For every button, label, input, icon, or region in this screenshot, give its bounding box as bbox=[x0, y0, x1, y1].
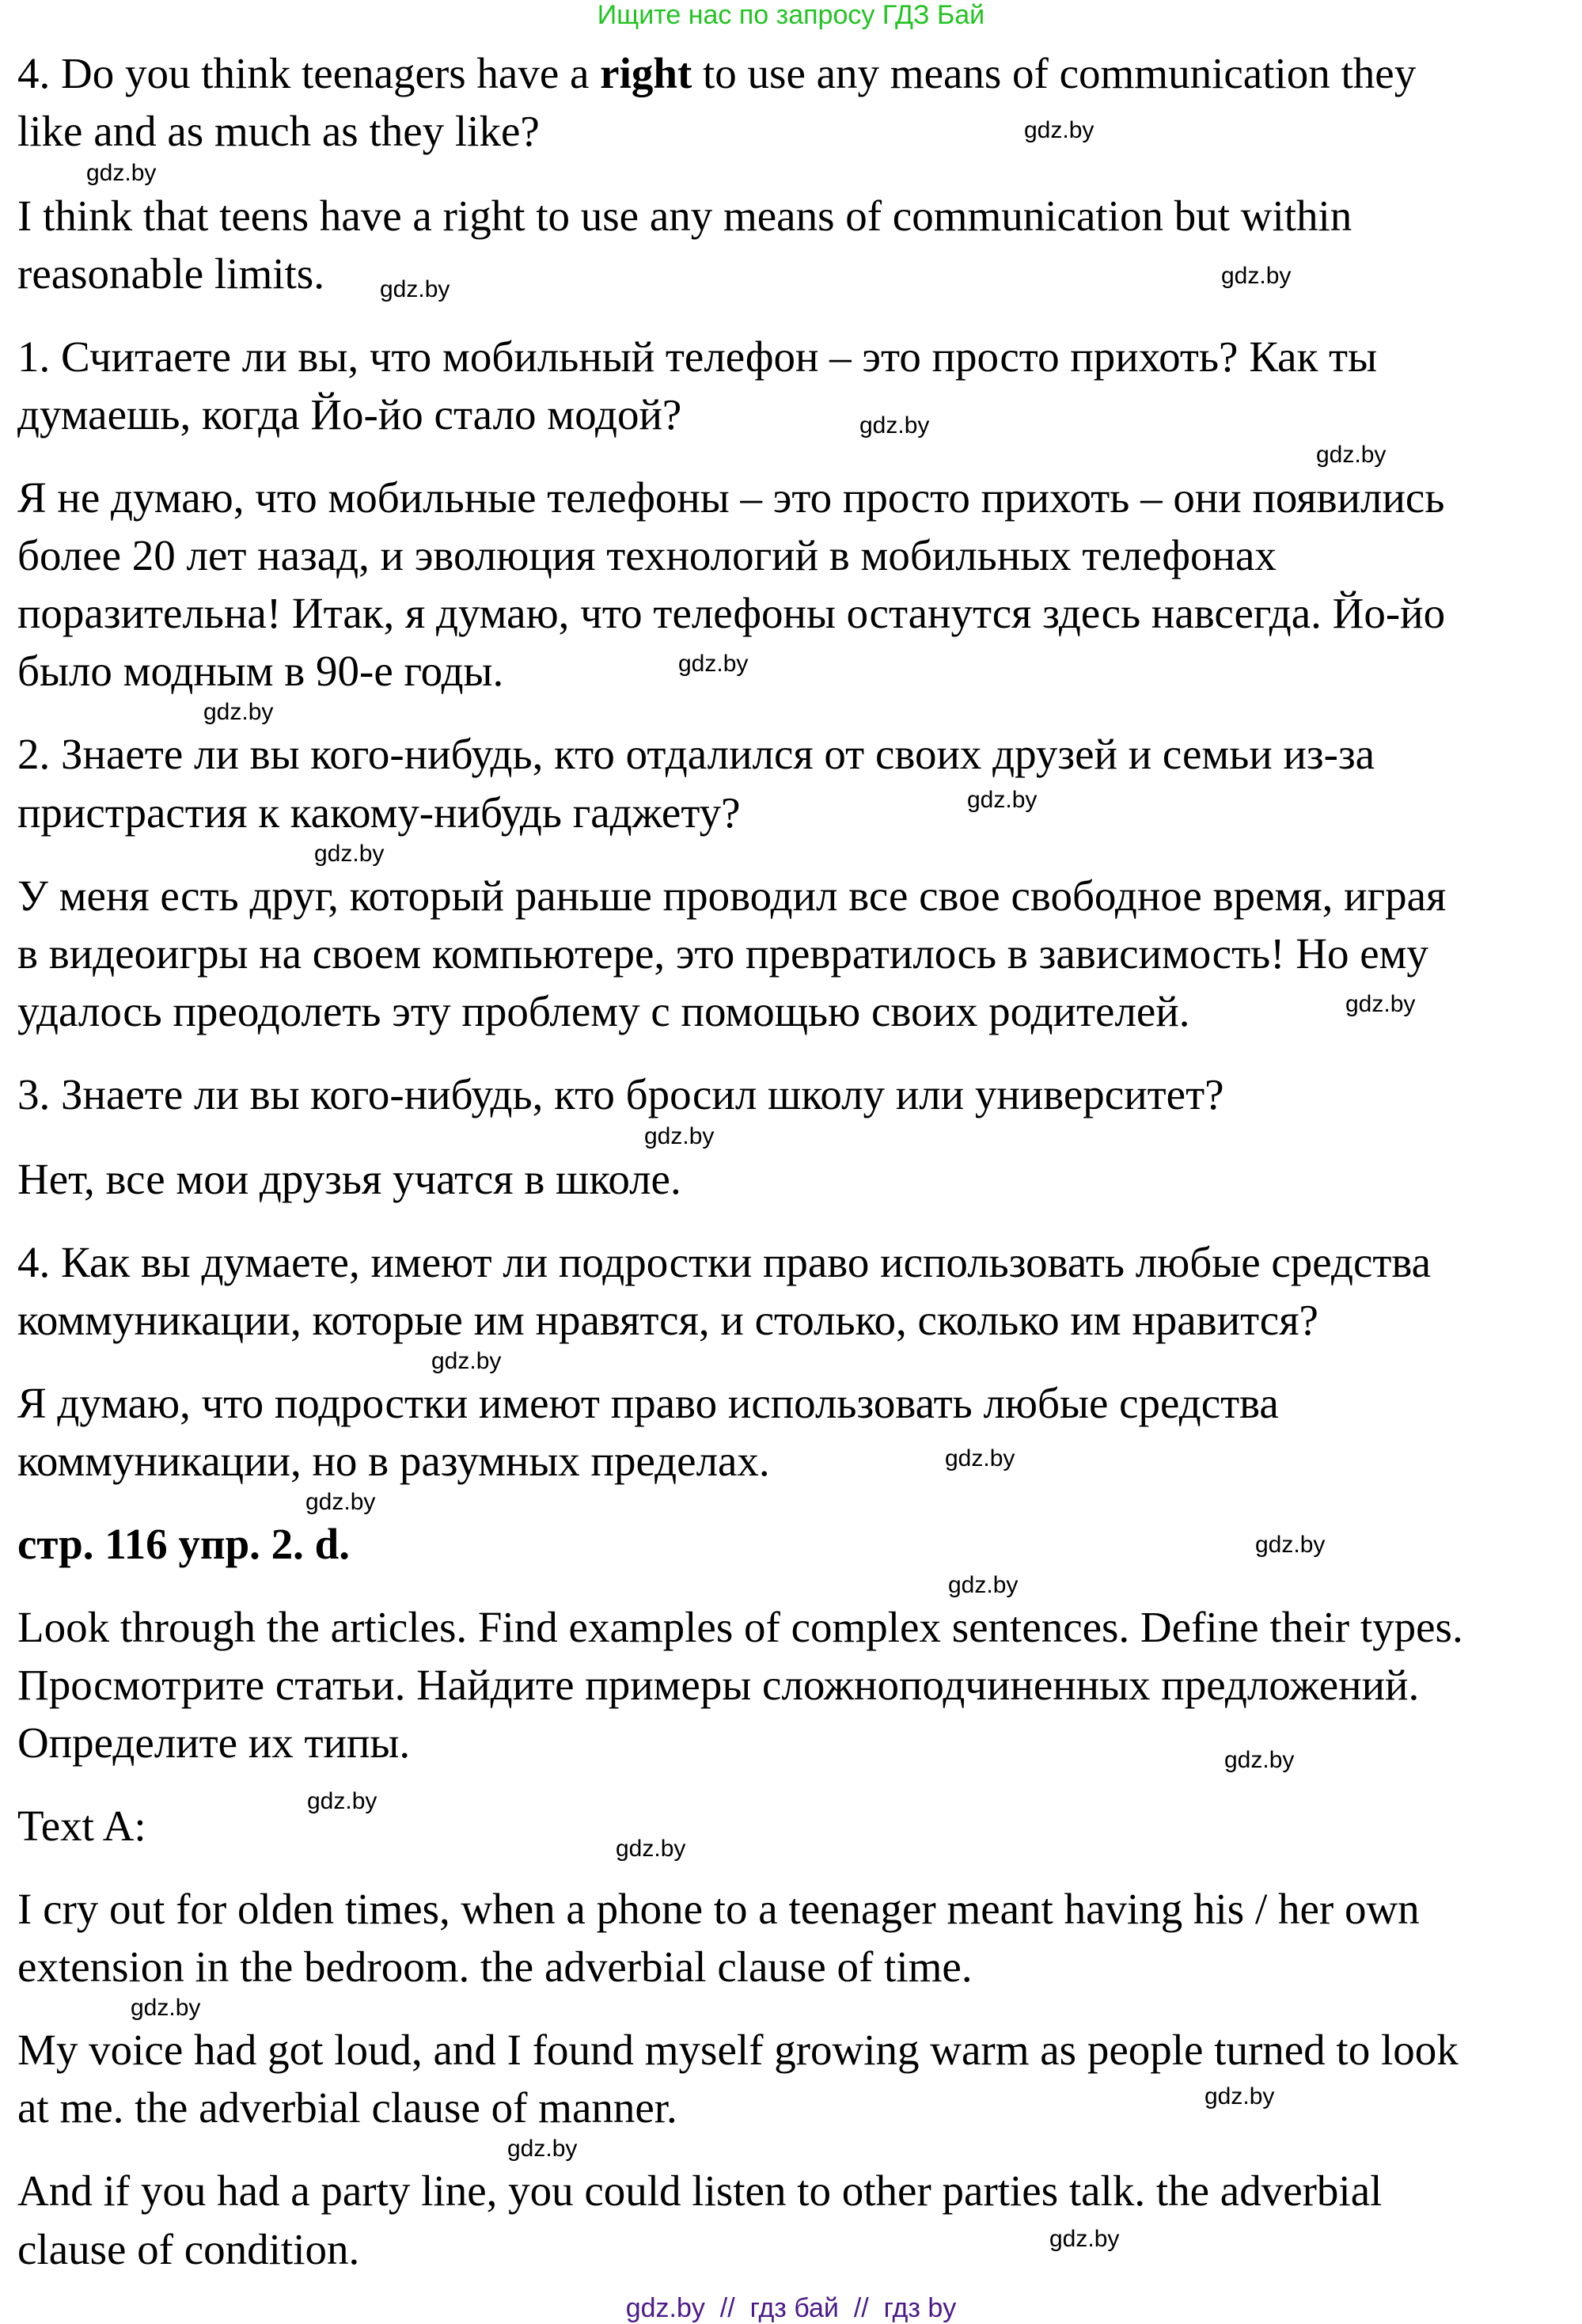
watermark: gdz.by bbox=[380, 276, 450, 302]
question-line: 2. Знаете ли вы кого-нибудь, кто отдалился от своих друзей и семьи из-за bbox=[17, 730, 1375, 778]
watermark: gdz.by bbox=[1224, 1747, 1295, 1773]
text-line: Я не думаю, что мобильные телефоны – это просто прихоть – они появились bbox=[17, 473, 1445, 522]
question-line: 4. Как вы думаете, имеют ли подростки право использовать любые средства bbox=[17, 1238, 1432, 1286]
watermark: gdz.by bbox=[305, 1489, 376, 1515]
text-line: поразительна! Итак, я думаю, что телефоны останутся здесь навсегда. Йо-йо bbox=[17, 589, 1446, 637]
question-line: 3. Знаете ли вы кого-нибудь, кто бросил школу или университет? bbox=[17, 1070, 1224, 1118]
question-line: 1. Считаете ли вы, что мобильный телефон – это просто прихоть? Как ты bbox=[17, 332, 1378, 381]
watermark: gdz.by bbox=[86, 160, 157, 186]
watermark: gdz.by bbox=[431, 1348, 502, 1374]
watermark: gdz.by bbox=[1024, 117, 1095, 143]
text-line: У меня есть друг, который раньше проводил все свое свободное время, играя bbox=[17, 872, 1447, 920]
text-line: extension in the bedroom. the adverbial clause of time. bbox=[17, 1942, 973, 1991]
question-4-en bbox=[17, 46, 1416, 101]
text-line: clause of condition. bbox=[17, 2225, 360, 2273]
site-banner: Ищите нас по запросу ГДЗ Бай bbox=[597, 0, 985, 30]
watermark: gdz.by bbox=[678, 651, 749, 677]
text-line: в видеоигры на своем компьютере, это превратилось в зависимость! Но ему bbox=[17, 929, 1428, 978]
watermark: gdz.by bbox=[1221, 263, 1292, 289]
watermark: gdz.by bbox=[314, 841, 385, 867]
watermark: gdz.by bbox=[1205, 2083, 1275, 2109]
footer-links: gdz.by // гдз бай // гдз by bbox=[625, 2293, 957, 2323]
text-line: I think that teens have a right to use any means of communication but within bbox=[17, 192, 1352, 240]
watermark: gdz.by bbox=[307, 1788, 377, 1814]
question-4-en-line2: like and as much as they like? bbox=[17, 107, 540, 155]
task-line: Просмотрите статьи. Найдите примеры сложноподчиненных предложений. bbox=[17, 1661, 1420, 1709]
bold-word: right bbox=[600, 49, 692, 97]
question-line: коммуникации, которые им нравятся, и столько, сколько им нравится? bbox=[17, 1296, 1318, 1344]
text-line: at me. the adverbial clause of manner. bbox=[17, 2083, 677, 2132]
question-line: думаешь, когда Йо-йо стало модой? bbox=[17, 390, 682, 439]
watermark: gdz.by bbox=[644, 1123, 715, 1149]
watermark: gdz.by bbox=[1316, 442, 1387, 468]
text-line: Я думаю, что подростки имеют право использовать любые средства bbox=[17, 1379, 1279, 1427]
text-line: My voice had got loud, and I found myself growing warm as people turned to look bbox=[17, 2026, 1459, 2074]
text-line: And if you had a party line, you could listen to other parties talk. the adverbial bbox=[17, 2166, 1383, 2215]
task-line: Look through the articles. Find examples of complex sentences. Define their types. bbox=[17, 1603, 1463, 1651]
text: to use any means of communication they bbox=[692, 49, 1417, 97]
text-line: reasonable limits. bbox=[17, 249, 324, 298]
watermark: gdz.by bbox=[616, 1836, 686, 1862]
watermark: gdz.by bbox=[507, 2136, 578, 2162]
watermark: gdz.by bbox=[967, 787, 1038, 813]
watermark: gdz.by bbox=[1255, 1532, 1326, 1558]
task-line: Определите их типы. bbox=[17, 1718, 411, 1767]
watermark: gdz.by bbox=[945, 1445, 1015, 1471]
text-line: коммуникации, но в разумных пределах. bbox=[17, 1437, 770, 1485]
text-line: более 20 лет назад, и эволюция технологий в мобильных телефонах bbox=[17, 531, 1277, 579]
watermark: gdz.by bbox=[948, 1572, 1019, 1598]
watermark: gdz.by bbox=[131, 1995, 201, 2021]
text-line: удалось преодолеть эту проблему с помощью своих родителей. bbox=[17, 987, 1190, 1035]
text-line: было модным в 90-е годы. bbox=[17, 647, 504, 695]
section-heading: стр. 116 упр. 2. d. bbox=[17, 1520, 351, 1568]
watermark: gdz.by bbox=[203, 699, 274, 725]
text: 4. Do you think teenagers have a bbox=[17, 49, 601, 97]
text-line: I cry out for olden times, when a phone to a teenager meant having his / her own bbox=[17, 1885, 1420, 1933]
question-line: пристрастия к какому-нибудь гаджету? bbox=[17, 788, 741, 837]
watermark: gdz.by bbox=[1049, 2226, 1120, 2252]
text-label: Text A: bbox=[17, 1802, 146, 1850]
watermark: gdz.by bbox=[1345, 991, 1416, 1017]
text-line: Нет, все мои друзья учатся в школе. bbox=[17, 1155, 681, 1203]
watermark: gdz.by bbox=[859, 412, 930, 439]
